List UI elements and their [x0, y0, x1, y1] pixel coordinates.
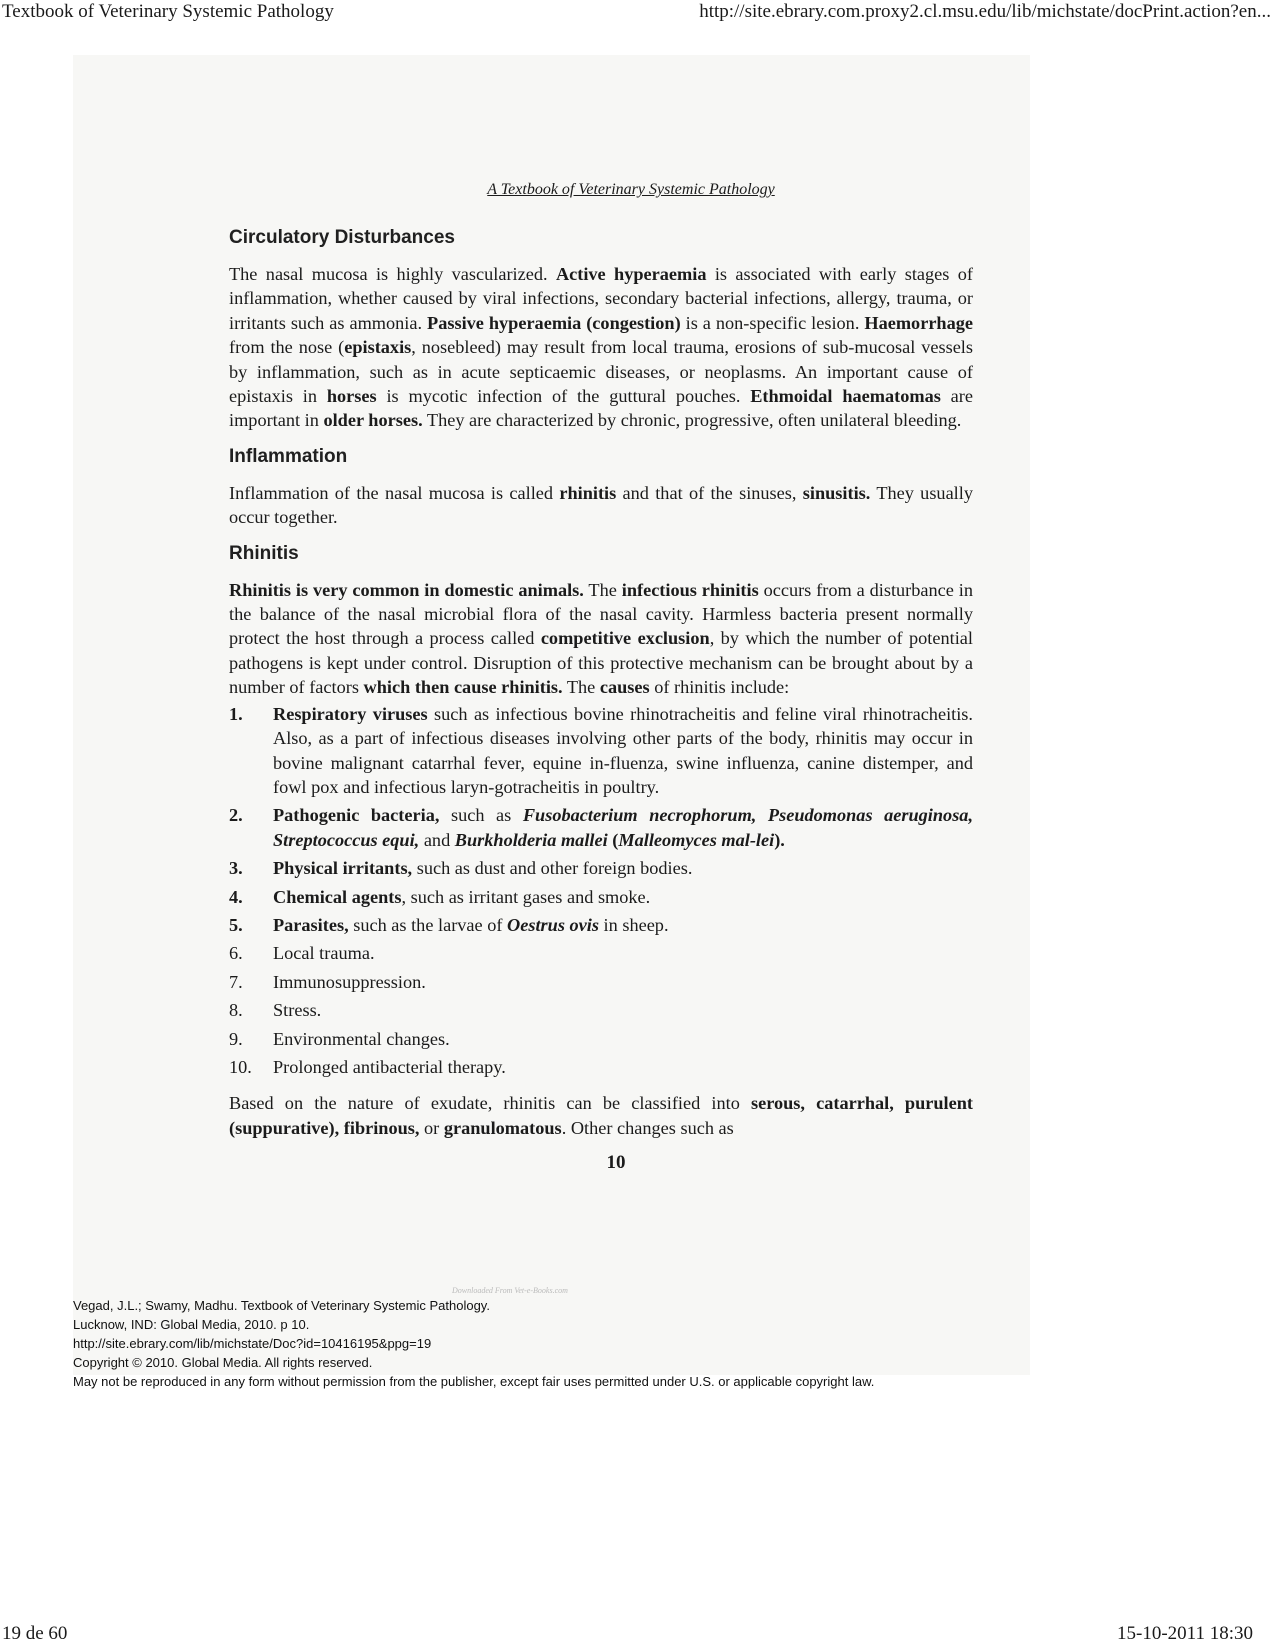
- print-footer: [0, 1622, 1275, 1648]
- bold-term: Pathogenic bacteria,: [273, 805, 440, 826]
- heading-rhinitis: Rhinitis: [229, 542, 299, 564]
- text-run: . Other changes such as: [561, 1117, 734, 1138]
- bold-term: (: [607, 829, 619, 850]
- cause-list-item: [229, 1055, 973, 1079]
- bold-term: Haemorrhage: [864, 312, 973, 333]
- text-run: is a non-specific lesion.: [680, 312, 865, 333]
- bold-term: Malleomyces mal-lei: [618, 829, 775, 850]
- text-run: from the nose (: [229, 337, 345, 358]
- text-run: in sheep.: [598, 914, 669, 935]
- print-footer-datetime: 15-10-2011 18:30: [1117, 1623, 1253, 1644]
- text-run: Environmental changes.: [273, 1028, 450, 1049]
- cause-list-item: [229, 941, 973, 965]
- cause-list-number: 7.: [229, 971, 243, 992]
- print-footer-page-count: 19 de 60: [2, 1623, 68, 1644]
- text-run: and that of the sinuses,: [616, 482, 803, 503]
- cause-list-text: [273, 1000, 321, 1020]
- bold-term: which then cause rhinitis.: [363, 677, 563, 698]
- bold-term: ).: [774, 829, 785, 850]
- text-run: Stress.: [273, 1000, 322, 1021]
- paragraph-circulatory: [229, 262, 973, 433]
- cause-list-text: [273, 1057, 506, 1077]
- cause-list-item: [229, 1027, 973, 1051]
- text-run: such as dust and other foreign bodies.: [412, 858, 693, 879]
- bold-term: Fusobacterium necrophorum, Pseudomonas aeruginosa, Streptococcus equi,: [273, 805, 974, 850]
- cause-list-item: [229, 702, 973, 800]
- bold-term: granulomatous: [443, 1117, 562, 1138]
- text-run: , such as irritant gases and smoke.: [401, 886, 651, 907]
- text-run: The: [583, 579, 622, 600]
- text-run: such as: [439, 805, 523, 826]
- cause-list-item: [229, 970, 973, 994]
- cause-list-text: [273, 972, 426, 992]
- print-header-title: Textbook of Veterinary Systemic Pathology: [2, 1, 334, 22]
- cause-list-text: [273, 1029, 450, 1049]
- cause-list-number: 9.: [229, 1028, 243, 1049]
- book-page: [229, 180, 973, 1174]
- text-run: , nosebleed) may result from local trauma, erosions of sub-mucosal vessels by inflammation, such as in acute septicaemic diseases, or neoplasms. An important cause of epistaxis in: [229, 337, 973, 407]
- paragraph-rhinitis: [229, 578, 973, 700]
- page-number: 10: [606, 1152, 626, 1174]
- text-run: is mycotic infection of the guttural pouches.: [376, 386, 751, 407]
- heading-circulatory-disturbances: Circulatory Disturbances: [229, 227, 455, 248]
- bold-term: horses: [326, 386, 377, 407]
- bold-term: Burkholderia mallei: [454, 829, 608, 850]
- text-run: Prolonged antibacterial therapy.: [273, 1056, 506, 1077]
- cause-list-text: [273, 858, 692, 878]
- citation-url: http://site.ebrary.com/lib/michstate/Doc?id=10416195&ppg=19: [73, 1336, 432, 1351]
- print-header-url: http://site.ebrary.com.proxy2.cl.msu.edu/lib/michstate/docPrint.action?en...: [699, 1, 1271, 22]
- bold-term: Active hyperaemia: [555, 264, 707, 284]
- heading-inflammation: Inflammation: [229, 445, 348, 467]
- cause-list-text: [273, 704, 973, 797]
- bold-term: Passive hyperaemia (congestion): [427, 312, 681, 333]
- paragraph-exudate-classification: [229, 1091, 973, 1140]
- bold-term: infectious rhinitis: [621, 579, 759, 600]
- text-run: such as the larvae of: [348, 914, 508, 935]
- text-run: They usually occur together.: [229, 482, 973, 528]
- cause-list-item: [229, 998, 973, 1022]
- cause-list-item: [229, 885, 973, 909]
- text-run: , by which the number of potential pathogens is kept under control. Disruption of this protective mechanism can be brought about by a number of factors: [229, 628, 973, 698]
- text-run: or: [419, 1117, 444, 1138]
- bold-term: Chemical agents: [273, 886, 402, 907]
- bold-term: competitive exclusion: [540, 628, 710, 649]
- cause-list-text: [273, 943, 375, 963]
- bold-term: Physical irritants,: [273, 858, 413, 879]
- text-run: occurs from a disturbance in the balance of the nasal microbial flora of the nasal cavity. Harmless bacteria present normally protect the host through a process called: [229, 579, 973, 649]
- text-run: such as infectious bovine rhinotracheitis and feline viral rhinotracheitis. Also, as a part of infectious diseases involving other parts of the body, rhinitis may occur in bovine malignant catarrhal fever, equine in-fluenza, swine influenza, canine distemper, and fowl pox and infectious laryn-gotracheitis in poultry.: [273, 703, 973, 797]
- text-run: are important in: [229, 386, 973, 431]
- cause-list-number: 2.: [229, 805, 243, 826]
- text-run: Immunosuppression.: [273, 971, 426, 992]
- cause-list-number: 8.: [229, 1000, 243, 1021]
- bold-term: Oestrus ovis: [507, 914, 599, 935]
- print-header: [0, 0, 1275, 26]
- text-run: is associated with early stages of inflammation, whether caused by viral infections, secondary bacterial infections, allergy, trauma, or irritants such as ammonia.: [229, 264, 973, 333]
- cause-list-number: 10.: [229, 1056, 252, 1077]
- citation-publisher: Lucknow, IND: Global Media, 2010. p 10.: [73, 1317, 310, 1332]
- text-run: The: [562, 677, 600, 698]
- cause-list-number: 5.: [229, 914, 243, 935]
- causes-list: [229, 702, 973, 1080]
- citation-block: [73, 1296, 1223, 1391]
- text-run: Local trauma.: [273, 943, 375, 964]
- bold-term: serous, catarrhal, purulent (suppurative), fibrinous,: [229, 1093, 973, 1138]
- citation-reproduction-notice: May not be reproduced in any form without permission from the publisher, except fair uses permitted under U.S. or applicable copyright law.: [73, 1374, 875, 1389]
- running-head: A Textbook of Veterinary Systemic Pathology: [487, 181, 775, 198]
- cause-list-item: [229, 803, 973, 852]
- cause-list-item: [229, 913, 973, 937]
- cause-list-number: 4.: [229, 886, 243, 907]
- bold-term: rhinitis: [559, 482, 617, 503]
- bold-term: sinusitis.: [802, 482, 871, 503]
- cause-list-number: 3.: [229, 858, 243, 879]
- text-run: Based on the nature of exudate, rhinitis can be classified into: [229, 1093, 751, 1114]
- text-run: They are characterized by chronic, progressive, often unilateral bleeding.: [422, 410, 962, 431]
- bold-term: older horses.: [323, 410, 423, 431]
- download-watermark: Downloaded From Vet-e-Books.com: [452, 1286, 568, 1295]
- text-run: of rhinitis include:: [649, 677, 790, 698]
- text-run: Inflammation of the nasal mucosa is called: [229, 482, 560, 503]
- cause-list-number: 1.: [229, 703, 243, 724]
- bold-term: epistaxis: [344, 337, 412, 358]
- bold-term: Ethmoidal haematomas: [750, 386, 941, 407]
- cause-list-text: [273, 887, 650, 907]
- citation-copyright: Copyright © 2010. Global Media. All rights reserved.: [73, 1355, 373, 1370]
- bold-term: causes: [599, 677, 650, 698]
- bold-term: Respiratory viruses: [273, 703, 428, 724]
- cause-list-text: [273, 805, 973, 849]
- text-run: The nasal mucosa is highly vascularized.: [229, 264, 556, 284]
- cause-list-number: 6.: [229, 943, 243, 964]
- citation-authors-title: Vegad, J.L.; Swamy, Madhu. Textbook of Veterinary Systemic Pathology.: [73, 1298, 490, 1313]
- text-run: and: [419, 829, 455, 850]
- bold-term: Rhinitis is very common in domestic animals.: [229, 579, 584, 600]
- paragraph-inflammation: [229, 481, 973, 530]
- bold-term: Parasites,: [273, 914, 349, 935]
- cause-list-item: [229, 856, 973, 880]
- cause-list-text: [273, 915, 669, 935]
